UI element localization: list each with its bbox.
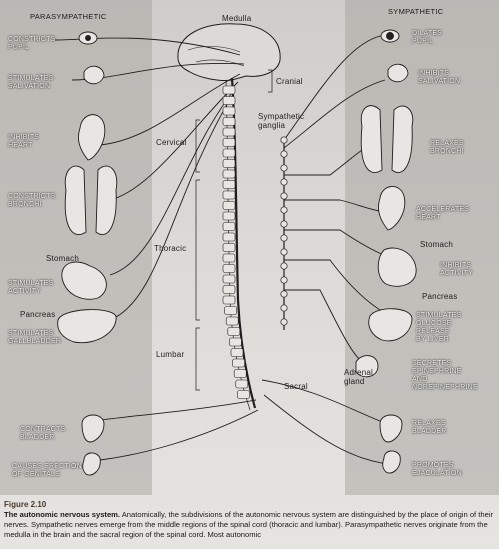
- caption-title: The autonomic nervous system.: [4, 510, 121, 519]
- bladder-right: [380, 415, 402, 442]
- vertebra: [223, 212, 235, 220]
- vertebra: [236, 380, 248, 388]
- vertebra: [223, 233, 235, 241]
- ganglion: [281, 305, 287, 311]
- vertebra: [223, 149, 235, 157]
- vertebra: [223, 118, 235, 126]
- vertebra: [223, 254, 235, 262]
- vertebra: [223, 128, 235, 136]
- label-cranial: Cranial: [276, 77, 303, 86]
- effect-dilates-pupil: DILATES PUPIL: [412, 30, 443, 45]
- label-sacral: Sacral: [284, 382, 308, 391]
- vertebra: [223, 296, 235, 304]
- label-sympathetic-ganglia: Sympathetic ganglia: [258, 112, 305, 130]
- stomach-right: [378, 248, 416, 286]
- ganglion: [281, 179, 287, 185]
- effect-stimulates-salivation: STIMULATES SALIVATION: [8, 75, 54, 90]
- vertebra: [223, 86, 235, 94]
- parasympathetic-header: PARASYMPATHETIC: [30, 12, 107, 21]
- vertebra: [223, 202, 235, 210]
- effect-accelerates-heart: ACCELERATES HEART: [416, 206, 470, 221]
- effect-contracts-bladder: CONTRACTS BLADDER: [20, 426, 66, 441]
- lungs-right: [361, 106, 413, 173]
- label-adrenal-gland: Adrenal gland: [344, 368, 373, 386]
- vertebra: [234, 370, 246, 378]
- effect-stimulates-gallbladder: STIMULATES GALLBLADDER: [8, 330, 62, 345]
- vertebra: [226, 317, 238, 325]
- label-lumbar: Lumbar: [156, 350, 185, 359]
- vertebra: [233, 359, 245, 367]
- effect-inhibits-activity: INHIBITS ACTIVITY: [440, 262, 474, 277]
- effect-relaxes-bladder: RELAXES BLADDER: [412, 420, 447, 435]
- ganglion: [281, 249, 287, 255]
- figure-number: Figure 2.10: [4, 500, 47, 509]
- spinal-cord: [232, 78, 255, 408]
- vertebra: [225, 307, 237, 315]
- vertebra: [223, 107, 235, 115]
- vertebra: [223, 286, 235, 294]
- ganglion: [281, 137, 287, 143]
- effect-inhibits-salivation: INHIBITS SALIVATION: [418, 70, 461, 85]
- vertebra: [223, 223, 235, 231]
- genitals-left: [83, 453, 101, 475]
- vertebra: [223, 139, 235, 147]
- effect-stimulates-glucose-release: STIMULATES GLUCOSE RELEASE BY LIVER: [416, 312, 462, 343]
- vertebra: [223, 265, 235, 273]
- vertebra: [223, 275, 235, 283]
- ganglion: [281, 151, 287, 157]
- label-thoracic: Thoracic: [154, 244, 187, 253]
- ganglion: [281, 235, 287, 241]
- ganglion: [281, 319, 287, 325]
- caption-text: Anatomically, the subdivisions of the autonomic nervous system are distinguished by the place of origin of their nerves. Sympathetic nerves emerge from the middle regions of the spinal cord (thoracic and lumbar). Parasympathetic nerves originate from the medulla in the brain and the sacral region of the spinal cord. Most autonomic: [4, 510, 494, 539]
- ganglion: [281, 263, 287, 269]
- vertebra: [223, 244, 235, 252]
- vertebra: [237, 391, 249, 399]
- label-pancreas-left: Pancreas: [20, 310, 56, 319]
- genitals-right: [383, 451, 401, 473]
- label-stomach-right: Stomach: [420, 240, 453, 249]
- effect-promotes-ejaculation: PROMOTES EJACULATION: [412, 462, 462, 477]
- figure-caption: [4, 500, 496, 540]
- effect-inhibits-heart: INHIBITS HEART: [8, 134, 40, 149]
- ganglion: [281, 277, 287, 283]
- vertebra: [223, 181, 235, 189]
- ganglion: [281, 291, 287, 297]
- effect-constricts-bronchi: CONSTRICTS BRONCHI: [8, 193, 56, 208]
- effect-stimulates-activity: STIMULATES ACTIVITY: [8, 280, 54, 295]
- vertebra: [229, 338, 241, 346]
- vertebra: [223, 191, 235, 199]
- effect-causes-erection: CAUSES ERECTION OF GENITALS: [12, 463, 82, 478]
- salivary-right: [388, 64, 408, 82]
- effect-relaxes-bronchi: RELAXES BRONCHI: [430, 140, 464, 155]
- label-stomach-left: Stomach: [46, 254, 79, 263]
- heart-right: [378, 186, 404, 230]
- ganglion: [281, 221, 287, 227]
- label-medulla: Medulla: [222, 14, 252, 23]
- sympathetic-header: SYMPATHETIC: [388, 7, 444, 16]
- vertebra: [223, 160, 235, 168]
- vertebra: [223, 170, 235, 178]
- ganglion: [281, 193, 287, 199]
- bladder-left: [82, 415, 104, 442]
- vertebra: [223, 97, 235, 105]
- ganglion: [281, 207, 287, 213]
- vertebra: [228, 328, 240, 336]
- stomach-left: [62, 262, 107, 299]
- lungs-left: [65, 166, 117, 234]
- effect-constricts-pupil: CONSTRICTS PUPIL: [8, 36, 56, 51]
- liver-left: [58, 310, 117, 343]
- vertebra: [231, 349, 243, 357]
- label-pancreas-right: Pancreas: [422, 292, 458, 301]
- salivary-left: [84, 66, 104, 84]
- effect-secretes-epinephrine: SECRETES EPINEPHRINE AND NOREPINEPHRINE: [412, 360, 478, 391]
- ganglion: [281, 165, 287, 171]
- liver-right: [369, 309, 412, 341]
- heart-left: [78, 115, 104, 160]
- label-cervical: Cervical: [156, 138, 187, 147]
